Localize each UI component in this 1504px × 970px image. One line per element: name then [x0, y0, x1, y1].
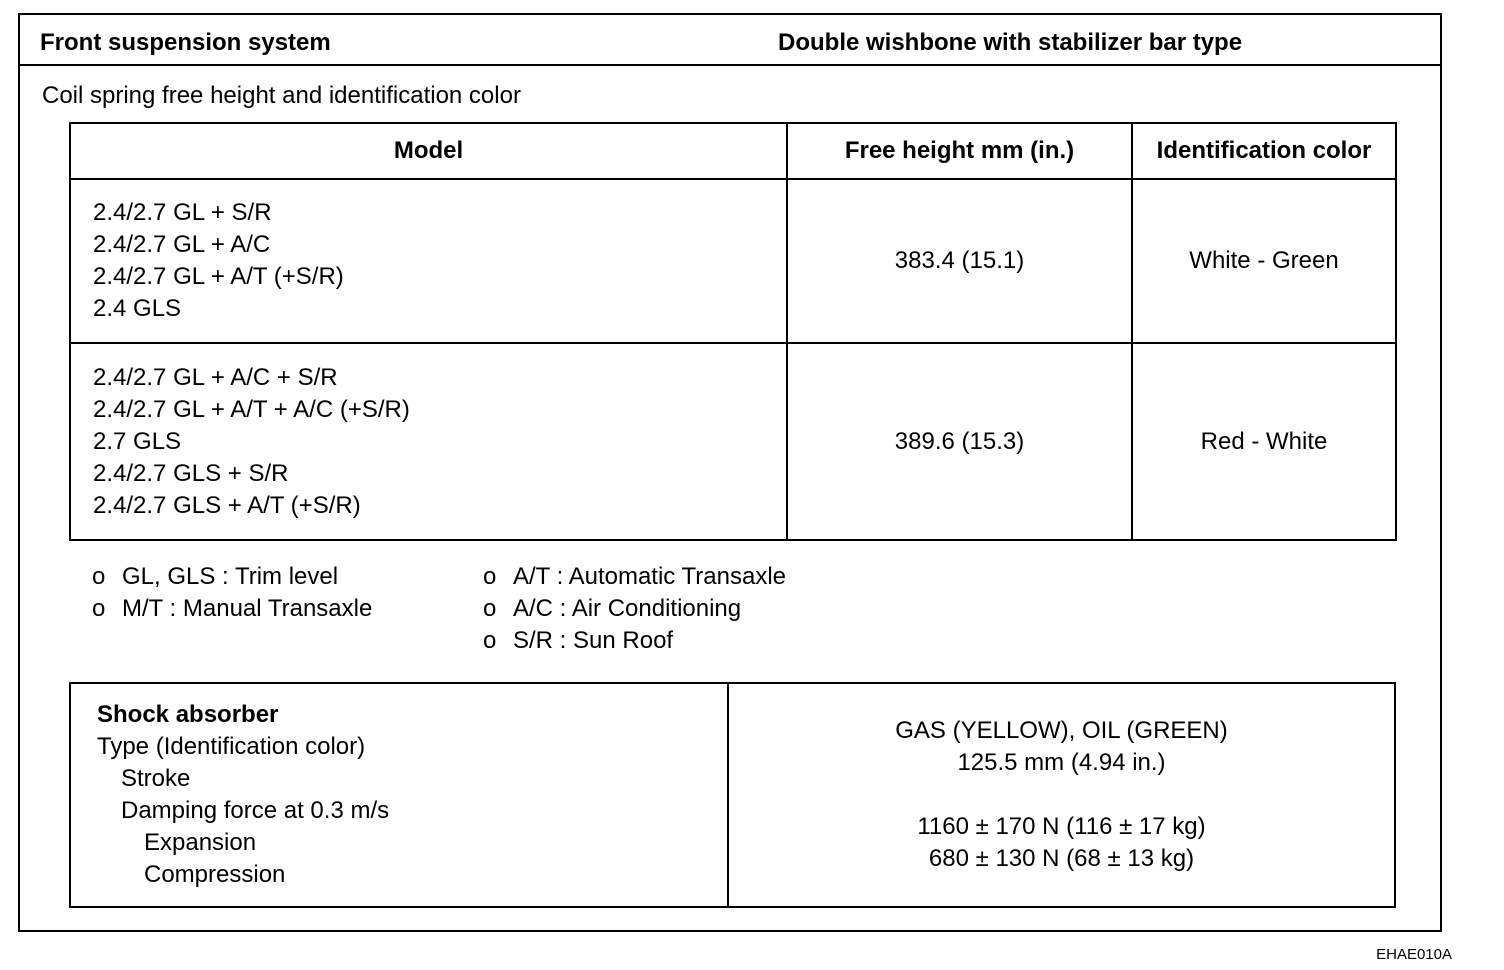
shock-labels-cell [70, 683, 728, 907]
section-title: Coil spring free height and identification color [42, 82, 521, 109]
model-line: 2.7 GLS [93, 427, 182, 455]
model-line: 2.4 GLS [93, 295, 182, 322]
abbreviation-notes-right [483, 561, 786, 657]
shock-value-type: GAS (YELLOW), OIL (GREEN) [895, 717, 1228, 744]
model-line: 2.4/2.7 GL + S/R [93, 199, 272, 226]
bullet-mark: o [483, 627, 497, 654]
model-cell [70, 179, 787, 343]
note-text: A/T : Automatic Transaxle [513, 563, 787, 590]
model-line: 2.4/2.7 GLS + S/R [93, 459, 289, 487]
note-item [483, 593, 786, 625]
shock-title: Shock absorber [97, 701, 279, 728]
bullet-mark: o [483, 563, 497, 590]
model-line: 2.4/2.7 GL + A/T (+S/R) [93, 263, 344, 290]
table-row [70, 683, 1395, 907]
note-item [483, 625, 786, 657]
shock-value-stroke: 125.5 mm (4.94 in.) [957, 749, 1166, 776]
shock-values-cell [728, 683, 1395, 907]
model-cell [70, 343, 787, 540]
shock-value-compression: 680 ± 130 N (68 ± 13 kg) [928, 845, 1195, 872]
model-line: 2.4/2.7 GL + A/C + S/R [93, 363, 338, 391]
shock-label-expansion: Expansion [144, 829, 257, 856]
shock-absorber-table [69, 682, 1396, 908]
note-item [92, 593, 372, 625]
note-text: S/R : Sun Roof [513, 627, 674, 654]
note-item [483, 561, 786, 593]
note-text: GL, GLS : Trim level [122, 563, 339, 590]
free-height-cell: 383.4 (15.1) [787, 179, 1132, 343]
shock-label-stroke: Stroke [121, 765, 191, 792]
note-text: M/T : Manual Transaxle [122, 595, 373, 622]
bullet-mark: o [483, 595, 497, 622]
header-title: Front suspension system [40, 29, 331, 56]
column-header-identification-color: Identification color [1132, 123, 1396, 179]
shock-value-expansion: 1160 ± 170 N (116 ± 17 kg) [917, 813, 1206, 840]
table-header-row [70, 123, 1396, 179]
abbreviation-notes-left [92, 561, 372, 625]
identification-color-cell: Red - White [1132, 343, 1396, 540]
coil-spring-table [69, 122, 1397, 541]
header-divider [18, 64, 1442, 66]
note-item [92, 561, 372, 593]
column-header-free-height: Free height mm (in.) [787, 123, 1132, 179]
column-header-model: Model [70, 123, 787, 179]
shock-label-compression: Compression [144, 861, 286, 888]
model-line: 2.4/2.7 GL + A/T + A/C (+S/R) [93, 395, 410, 423]
shock-value-spacer [729, 779, 1394, 811]
figure-code: EHAE010A [1376, 946, 1452, 963]
note-text: A/C : Air Conditioning [513, 595, 742, 622]
header-type: Double wishbone with stabilizer bar type [778, 29, 1243, 56]
bullet-mark: o [92, 563, 106, 590]
free-height-cell: 389.6 (15.3) [787, 343, 1132, 540]
model-line: 2.4/2.7 GL + A/C [93, 231, 271, 258]
shock-label-damping: Damping force at 0.3 m/s [121, 797, 390, 824]
identification-color-cell: White - Green [1132, 179, 1396, 343]
shock-label-type: Type (Identification color) [97, 733, 366, 760]
table-row [70, 343, 1396, 540]
model-line: 2.4/2.7 GLS + A/T (+S/R) [93, 491, 361, 519]
table-row [70, 179, 1396, 343]
bullet-mark: o [92, 595, 106, 622]
